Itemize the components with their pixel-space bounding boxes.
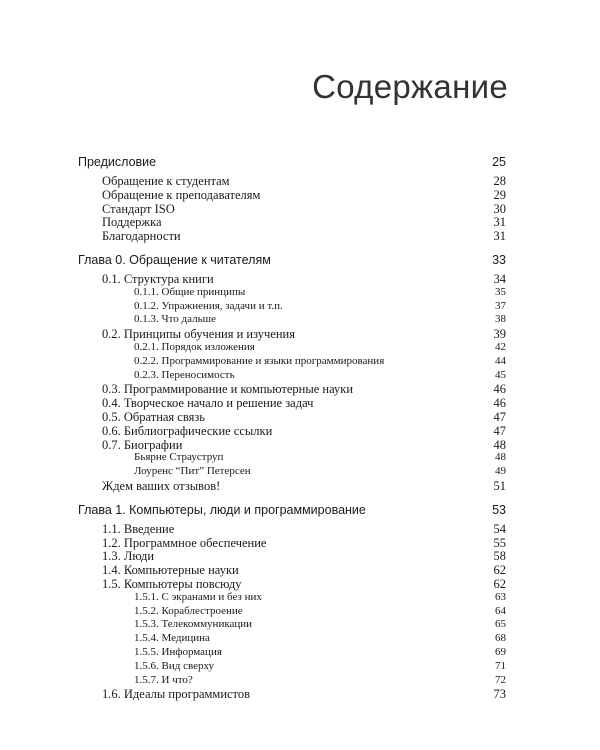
toc-entry-label: Обращение к студентам: [102, 174, 230, 188]
toc-subentry[interactable]: [78, 313, 506, 327]
toc-entry-label: Обращение к преподавателям: [102, 187, 261, 202]
toc-entry-page: 34: [493, 271, 506, 286]
toc-subentry[interactable]: [78, 300, 506, 314]
toc-entry-page: 63: [495, 590, 506, 603]
toc-entry-page: 28: [493, 174, 506, 188]
toc-heading-page: 33: [492, 252, 506, 267]
toc-entry-page: 49: [495, 465, 506, 478]
toc-entry-label: 0.7. Биографии: [102, 437, 183, 452]
toc-entry[interactable]: [78, 382, 506, 396]
toc-entry-page: 30: [493, 201, 506, 216]
toc-entry[interactable]: [78, 202, 506, 216]
toc-entry-page: 46: [493, 396, 506, 411]
toc-subentry[interactable]: [78, 618, 506, 632]
toc-section-chapter-0: [78, 253, 506, 493]
toc-entry[interactable]: [78, 536, 506, 550]
toc-subentry[interactable]: [78, 341, 506, 355]
toc-entry-page: 39: [493, 327, 506, 342]
toc-entry-label: 0.1.1. Общие принципы: [134, 285, 246, 298]
toc-entry-page: 68: [495, 632, 506, 645]
toc-entry[interactable]: [78, 438, 506, 452]
toc-entry-label: 1.5.3. Телекоммуникации: [134, 618, 253, 631]
toc-subentry[interactable]: [78, 355, 506, 369]
toc-subentry[interactable]: [78, 591, 506, 605]
toc-entry[interactable]: [78, 229, 506, 243]
toc-heading[interactable]: [78, 253, 506, 269]
toc-entry-page: 42: [495, 340, 506, 353]
toc-entry-label: 1.5.2. Кораблестроение: [134, 604, 243, 617]
toc-entry-label: 0.3. Программирование и компьютерные науки: [102, 382, 354, 397]
toc-entry-label: 1.1. Введение: [102, 521, 175, 536]
toc-entry-label: Стандарт ISO: [102, 201, 175, 216]
toc-heading[interactable]: [78, 503, 506, 519]
toc-subentry[interactable]: [78, 369, 506, 383]
toc-entry-label: Благодарности: [102, 229, 181, 244]
toc-entry-page: 31: [493, 229, 506, 244]
toc-entry-label: 1.4. Компьютерные науки: [102, 563, 239, 578]
toc-section-chapter-1: [78, 503, 506, 701]
toc-entry-page: 62: [493, 563, 506, 578]
toc-entry-label: 1.5. Компьютеры повсюду: [102, 576, 242, 591]
toc-entry-label: Ждем ваших отзывов!: [102, 478, 221, 493]
toc-entry-page: 51: [493, 478, 506, 493]
toc-entry[interactable]: [78, 549, 506, 563]
toc-entry[interactable]: [78, 522, 506, 536]
toc-entry[interactable]: [78, 396, 506, 410]
toc-subentry[interactable]: [78, 286, 506, 300]
toc-entry-label: 0.2.2. Программирование и языки программирования: [134, 354, 385, 367]
toc-heading-title: Глава 0. Обращение к читателям: [78, 252, 271, 267]
toc-entry[interactable]: [78, 577, 506, 591]
toc-entry-page: 31: [493, 215, 506, 230]
toc-entry-page: 35: [495, 285, 506, 298]
toc-entry-label: 0.2.3. Переносимость: [134, 368, 235, 381]
toc-section-preface: [78, 155, 506, 243]
toc-entry-label: 0.1.2. Упражнения, задачи и т.п.: [134, 299, 283, 312]
toc-entry-page: 69: [495, 645, 506, 658]
toc-entry-label: 1.5.1. С экранами и без них: [134, 590, 262, 603]
toc-entry-label: Лоуренс “Пит” Петерсен: [134, 465, 251, 478]
toc-entry-label: 0.2.1. Порядок изложения: [134, 340, 255, 353]
toc-entry-page: 48: [493, 437, 506, 452]
toc-subentry[interactable]: [78, 674, 506, 688]
toc-entry[interactable]: [78, 188, 506, 202]
toc-subentry[interactable]: [78, 451, 506, 465]
toc-entry-label: 0.1.3. Что дальше: [134, 313, 216, 326]
toc-entry[interactable]: [78, 563, 506, 577]
toc-entry-page: 72: [495, 673, 506, 686]
toc-entry-page: 37: [495, 299, 506, 312]
toc-entry-page: 44: [495, 354, 506, 367]
toc-entry-page: 48: [495, 451, 506, 464]
toc-entry-label: 1.5.4. Медицина: [134, 632, 210, 645]
toc-entry-label: Бьярне Страуструп: [134, 451, 224, 464]
toc-entry-label: 0.6. Библиографические ссылки: [102, 423, 273, 438]
toc-subentry[interactable]: [78, 605, 506, 619]
toc-entry-page: 55: [493, 535, 506, 550]
toc-entry-label: 1.6. Идеалы программистов: [102, 687, 251, 702]
toc-entry[interactable]: [78, 479, 506, 493]
toc-entry-page: 46: [493, 382, 506, 397]
page-title: Содержание: [312, 68, 508, 105]
toc-entry-label: 0.4. Творческое начало и решение задач: [102, 396, 314, 411]
toc-entry-page: 29: [493, 187, 506, 202]
toc-entry-label: 1.3. Люди: [102, 549, 155, 564]
toc-entry-page: 73: [493, 687, 506, 702]
toc-entry[interactable]: [78, 215, 506, 229]
toc-entry-label: 0.5. Обратная связь: [102, 409, 205, 424]
toc-entry[interactable]: [78, 424, 506, 438]
toc-entry-label: 1.5.6. Вид сверху: [134, 659, 215, 672]
toc-heading-title: Предисловие: [78, 155, 157, 169]
toc-entry-page: 71: [495, 659, 506, 672]
toc-entry-page: 47: [493, 409, 506, 424]
toc-entry-label: 1.5.5. Информация: [134, 645, 222, 658]
toc-entry-label: 0.2. Принципы обучения и изучения: [102, 327, 295, 342]
toc-entry[interactable]: [78, 327, 506, 341]
toc-entry-page: 47: [493, 423, 506, 438]
toc-entry[interactable]: [78, 272, 506, 286]
toc-entry-label: 1.5.7. И что?: [134, 673, 193, 686]
toc-entry-label: Поддержка: [102, 215, 162, 230]
toc-heading-page: 53: [492, 502, 506, 517]
toc-entry-page: 62: [493, 576, 506, 591]
toc-entry-label: 1.2. Программное обеспечение: [102, 535, 267, 550]
toc-entry-page: 58: [493, 549, 506, 564]
toc-entry[interactable]: [78, 687, 506, 701]
table-of-contents: [78, 155, 506, 701]
toc-entry-page: 65: [495, 618, 506, 631]
toc-entry-page: 64: [495, 604, 506, 617]
toc-entry[interactable]: [78, 174, 506, 188]
toc-heading-page: 25: [492, 155, 506, 169]
toc-subentry[interactable]: [78, 660, 506, 674]
toc-subentry[interactable]: [78, 465, 506, 479]
toc-subentry[interactable]: [78, 632, 506, 646]
toc-entry-page: 45: [495, 368, 506, 381]
toc-entry-page: 54: [493, 521, 506, 536]
toc-entry-page: 38: [495, 313, 506, 326]
toc-entry[interactable]: [78, 410, 506, 424]
toc-subentry[interactable]: [78, 646, 506, 660]
toc-heading-title: Глава 1. Компьютеры, люди и программирование: [78, 502, 366, 517]
toc-heading[interactable]: [78, 155, 506, 171]
toc-entry-label: 0.1. Структура книги: [102, 271, 214, 286]
